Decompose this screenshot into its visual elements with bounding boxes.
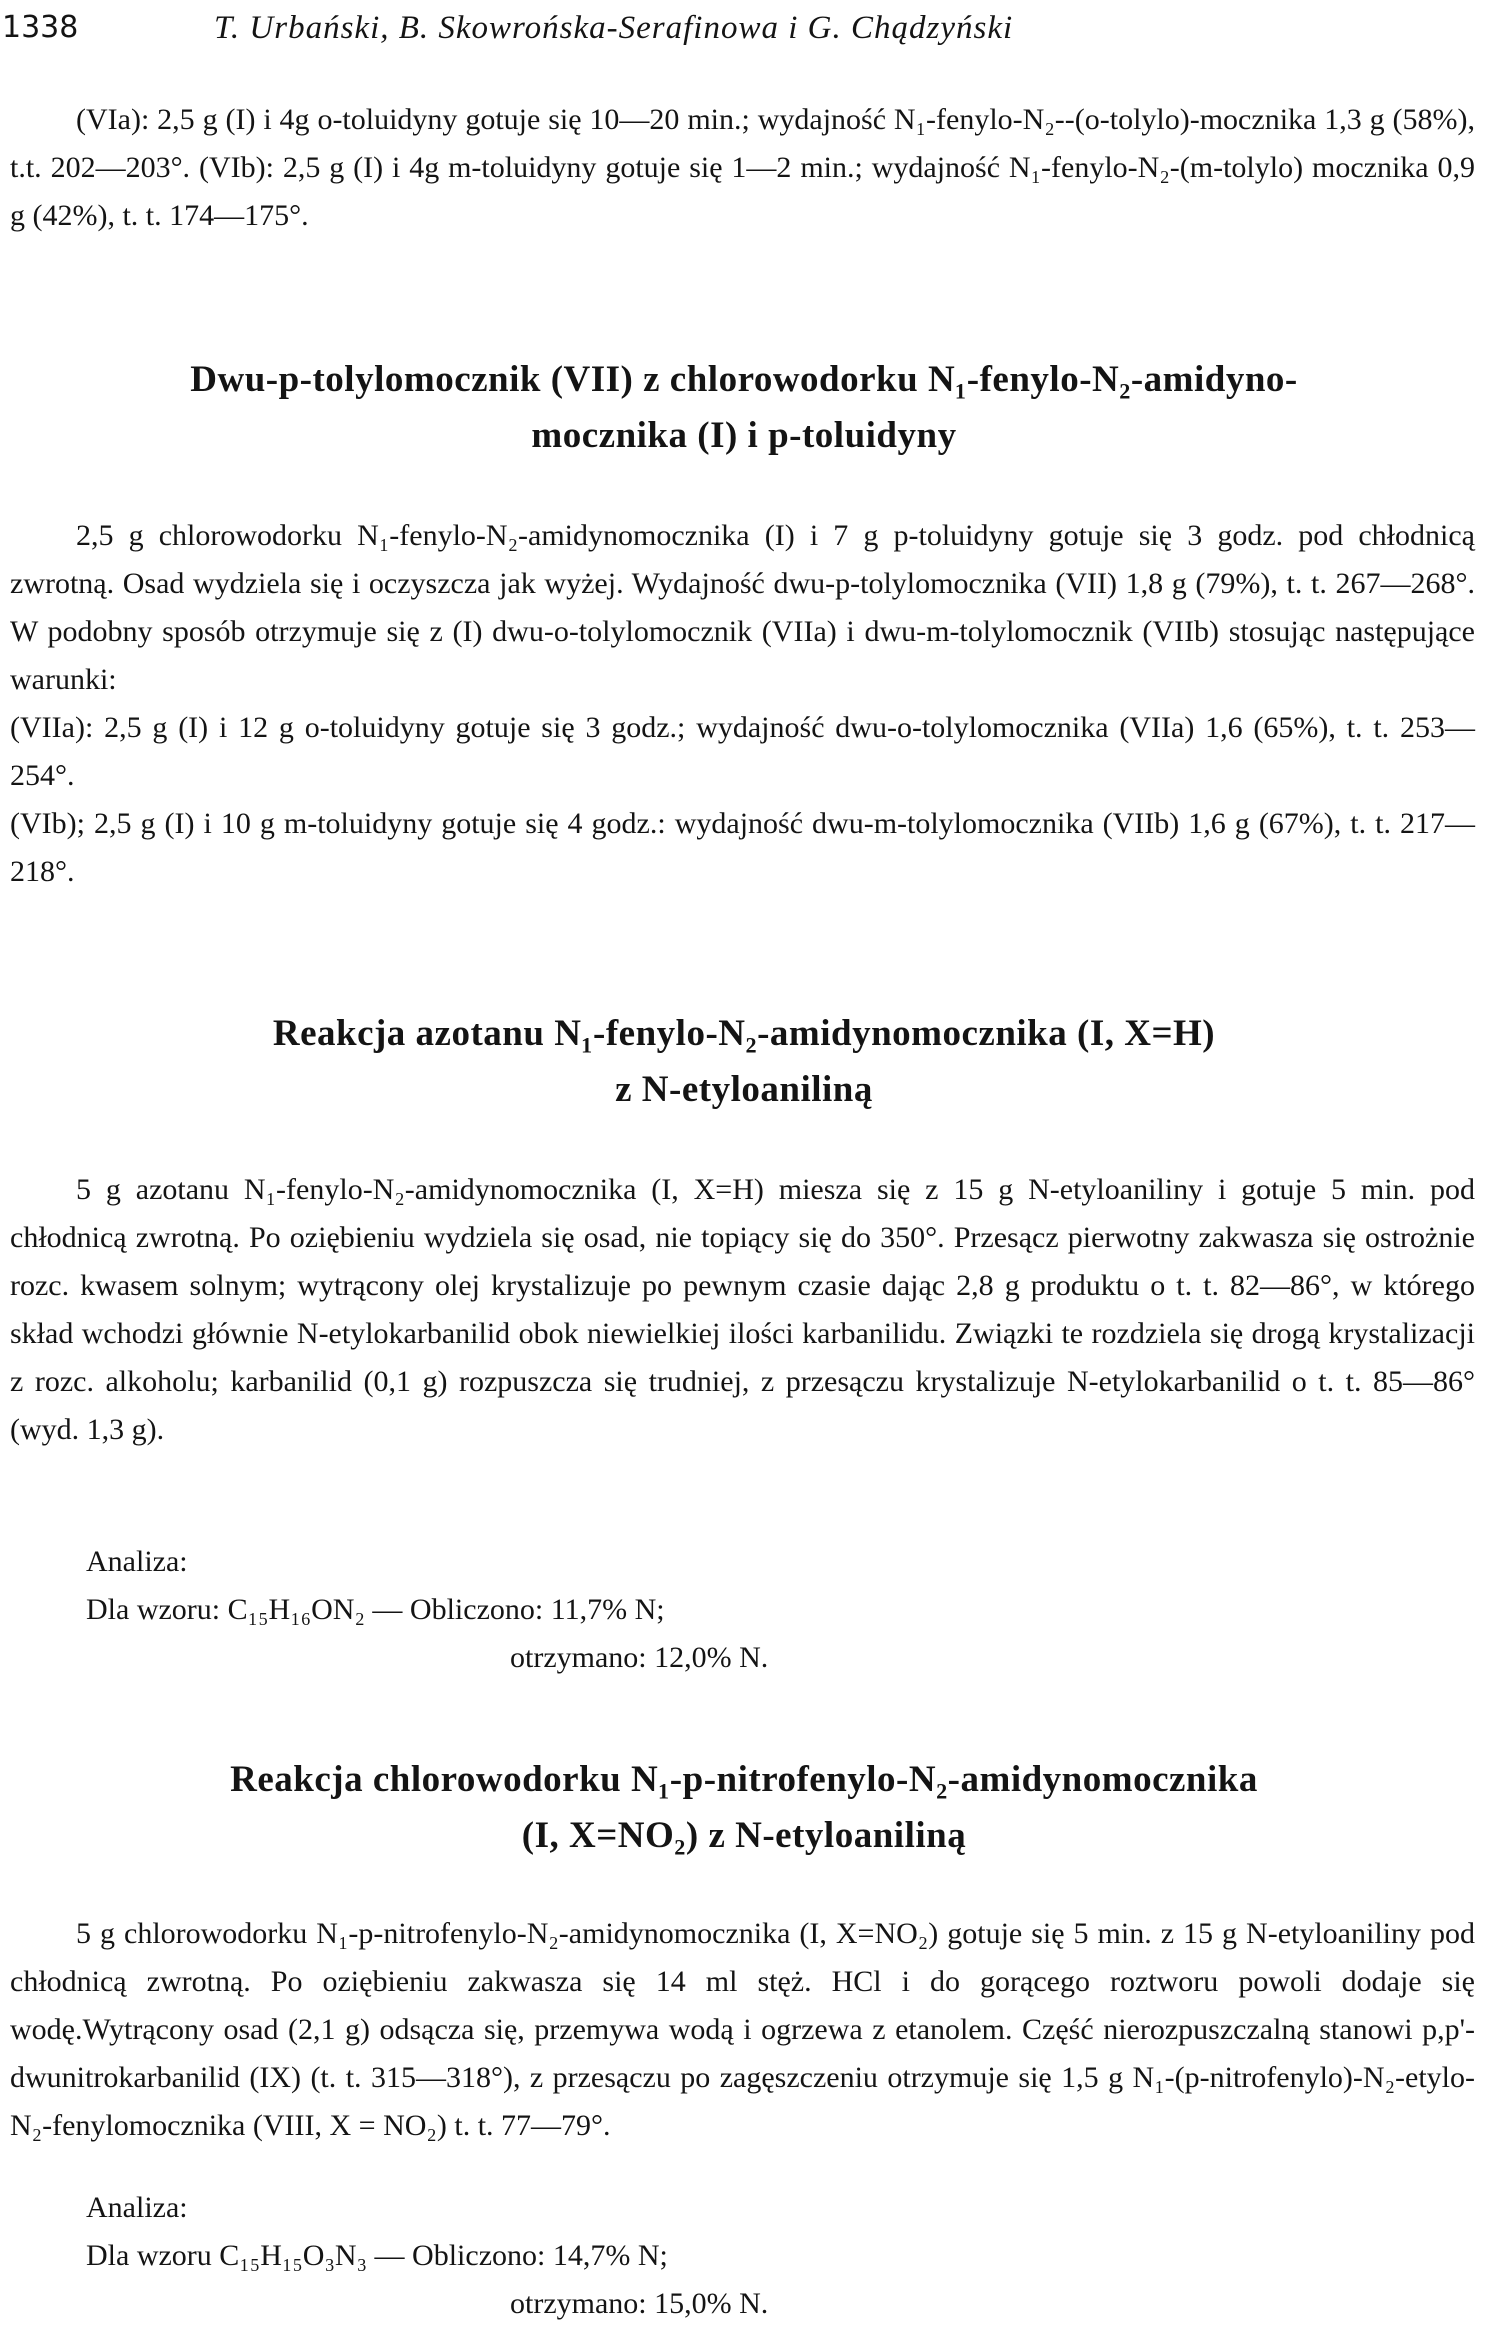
section-1-paragraph: 2,5 g chlorowodorku N₁-fenylo-N₂-amidynomocznika (I) i 7 g p-toluidyny gotuje się 3 godz. pod chłodnicą zwrotną. Osad wydziela się i oczyszcza jak wyżej. Wydajność dwu-p-tolylomocznika (VII) 1,8 g (79%), t. t. 267—268°. W podobny sposób otrzymuje się z (I) dwu-o-tolylomocznik (VIIa) i dwu-m-tolylomocznik (VIIb) stosując następujące warunki:	[10, 519, 1475, 696]
section-3-analysis	[86, 2184, 1386, 2328]
section-2-paragraph: 5 g azotanu N₁-fenylo-N₂-amidynomocznika (I, X=H) miesza się z 15 g N-etyloaniliny i gotuje 5 min. pod chłodnicą zwrotną. Po oziębieniu wydziela się osad, nie topiący się do 350°. Przesącz pierwotny zakwasza się ostrożnie rozc. kwasem solnym; wytrącony olej krystalizuje po pewnym czasie dając 2,8 g produktu o t. t. 82—86°, w którego skład wchodzi głównie N-etylokarbanilid obok niewielkiej ilości karbanilidu. Związki te rozdziela się drogą krystalizacji z rozc. alkoholu; karbanilid (0,1 g) rozpuszcza się trudniej, z przesączu krystalizuje N-etylokarbanilid o t. t. 85—86° (wyd. 1,3 g).	[10, 1173, 1475, 1446]
section-2-heading-line-2: z N-etyloaniliną	[615, 1069, 873, 1110]
analysis-label: Analiza:	[86, 1545, 188, 1578]
section-1-heading	[0, 352, 1488, 464]
section-3-heading-line-2: (I, X=NO₂) z N-etyloaniliną	[521, 1815, 967, 1856]
section-1-heading-line-1: Dwu-p-tolylomocznik (VII) z chlorowodorku N₁-fenylo-N₂-amidyno-	[190, 359, 1298, 400]
analysis-formula: Dla wzoru C₁₅H₁₅O₃N₃ — Obliczono: 14,7% N;	[86, 2239, 668, 2272]
section-1-variant-b: (VIb); 2,5 g (I) i 10 g m-toluidyny gotuje się 4 godz.: wydajność dwu-m-tolylomocznika (VIIb) 1,6 g (67%), t. t. 217—218°.	[10, 807, 1475, 888]
section-2-heading-line-1: Reakcja azotanu N₁-fenylo-N₂-amidynomocznika (I, X=H)	[272, 1013, 1216, 1054]
section-1-variant-a: (VIIa): 2,5 g (I) i 12 g o-toluidyny gotuje się 3 godz.; wydajność dwu-o-tolylomocznika (VIIa) 1,6 (65%), t. t. 253—254°.	[10, 711, 1475, 792]
section-2-heading	[0, 1006, 1488, 1118]
section-3-body	[10, 1910, 1475, 2150]
intro-paragraph-block	[10, 96, 1475, 240]
section-3-paragraph: 5 g chlorowodorku N₁-p-nitrofenylo-N₂-amidynomocznika (I, X=NO₂) gotuje się 5 min. z 15 g N-etyloaniliny pod chłodnicą zwrotną. Po oziębieniu zakwasza się 14 ml stęż. HCl i do gorącego roztworu powoli dodaje się wodę.Wytrącony osad (2,1 g) odsącza się, przemywa wodą i ogrzewa z etanolem. Część nierozpuszczalną stanowi p,p'-dwunitrokarbanilid (IX) (t. t. 315—318°), z przesączu po zagęszczeniu otrzymuje się 1,5 g N₁-(p-nitrofenylo)-N₂-etylo-N₂-fenylomocznika (VIII, X = NO₂) t. t. 77—79°.	[10, 1917, 1475, 2142]
analysis-found: otrzymano: 15,0% N.	[510, 2287, 769, 2320]
page-number: 1338	[2, 10, 79, 45]
analysis-label: Analiza:	[86, 2191, 188, 2224]
running-title: T. Urbański, B. Skowrońska-Serafinowa i G. Chądzyński	[214, 10, 1014, 46]
analysis-formula: Dla wzoru: C₁₅H₁₆ON₂ — Obliczono: 11,7% N;	[86, 1593, 665, 1626]
section-2-analysis	[86, 1538, 1386, 1682]
section-1-body	[10, 512, 1475, 896]
section-2-body	[10, 1166, 1475, 1454]
intro-paragraph: (VIa): 2,5 g (I) i 4g o-toluidyny gotuje się 10—20 min.; wydajność N₁-fenylo-N₂--(o-tolylo)-mocznika 1,3 g (58%), t.t. 202—203°. (VIb): 2,5 g (I) i 4g m-toluidyny gotuje się 1—2 min.; wydajność N₁-fenylo-N₂-(m-tolylo) mocznika 0,9 g (42%), t. t. 174—175°.	[10, 103, 1475, 232]
analysis-found: otrzymano: 12,0% N.	[510, 1641, 769, 1674]
section-3-heading	[0, 1752, 1488, 1864]
section-1-heading-line-2: mocznika (I) i p-toluidyny	[531, 415, 957, 456]
section-3-heading-line-1: Reakcja chlorowodorku N₁-p-nitrofenylo-N₂-amidynomocznika	[230, 1759, 1258, 1800]
